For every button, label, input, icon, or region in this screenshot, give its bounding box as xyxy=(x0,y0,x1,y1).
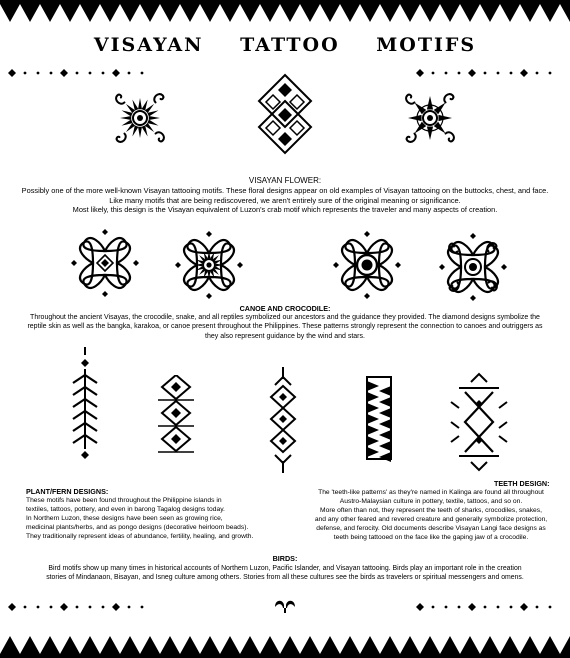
flower-star-icon xyxy=(404,92,456,144)
dotted-divider-bottom-left xyxy=(6,602,156,612)
plant-description xyxy=(26,496,296,541)
canoe-line-2: reptile skin as well as the bangka, karakoa, or canoe present throughout the Philippines. These patterns strongly represent the connection to canoes and outriggers as xyxy=(27,323,543,331)
arrow-column-motif xyxy=(262,365,304,475)
visayan-flower-motif-2 xyxy=(390,78,470,158)
bottom-zigzag-border xyxy=(0,634,570,658)
teeth-description xyxy=(300,488,562,542)
page-title: VISAYAN TATTOO MOTIFS xyxy=(93,34,477,56)
diamond-lattice-icon xyxy=(247,75,323,153)
fern-motif xyxy=(60,345,110,470)
teeth-column-icon xyxy=(367,377,391,462)
heart-sun-motif xyxy=(172,228,246,302)
teeth-line-4: and any other feared and revered creature and generally symbolize protection, xyxy=(314,516,548,523)
bird-ornament-icon xyxy=(273,596,297,614)
diamond-column-icon xyxy=(158,375,194,452)
teeth-heading: TEETH DESIGN: xyxy=(494,479,550,488)
flower-line-2: Like many motifs that are being rediscovered, we aren't entirely sure of the original meaning or significance. xyxy=(109,195,461,205)
flower-star-icon xyxy=(114,92,166,144)
circle-flower-motif-1 xyxy=(330,228,404,302)
birds-line-2: stories of Mindanaon, Bisayan, and Isneg culture among others. Stories from all these cultures see the birds as travelers or spiritual messengers and omens. xyxy=(46,574,524,582)
fern-icon xyxy=(73,347,97,469)
heart-flower-motif-1 xyxy=(70,228,140,298)
plant-line-1: These motifs have been found throughout the Philippine islands in xyxy=(26,497,222,504)
x-column-icon xyxy=(451,374,507,470)
birds-heading: BIRDS: xyxy=(272,554,298,563)
circle-flower-motif-2 xyxy=(436,230,510,304)
plant-line-4: medicinal plants/herbs, and as pongo designs (decorative heirloom beads). xyxy=(26,524,249,531)
plant-line-5: They traditionally represent ideas of abundance, fertility, healing, and growth. xyxy=(26,533,254,540)
canoe-description xyxy=(8,313,562,341)
dotted-divider-right xyxy=(414,68,564,78)
diamond-lattice-motif xyxy=(247,68,323,158)
canoe-line-1: Throughout the ancient Visayas, the crocodile, snake, and all reptiles symbolized our ancestors and the guidance they provided. The diamond designs symbolize the xyxy=(30,314,540,321)
canoe-line-3: they also represent guidance by the wind and stars. xyxy=(205,332,365,340)
x-column-motif xyxy=(448,372,510,472)
birds-line-1: Bird motifs show up many times in historical accounts of Northern Luzon, Pacific Islander, and Visayan tattooing. Birds play an important role in the creation xyxy=(48,565,522,572)
diamond-column-motif-1 xyxy=(155,375,197,465)
teeth-line-5: defense, and ferocity. Old documents describe Visayan Langi face designs as xyxy=(316,525,546,532)
birds-description xyxy=(8,564,562,583)
canoe-heading: CANOE AND CROCODILE: xyxy=(239,304,331,313)
arrow-column-icon xyxy=(271,367,295,473)
plant-heading: PLANT/FERN DESIGNS: xyxy=(26,487,109,496)
visayan-flower-motif-1 xyxy=(100,78,180,158)
flower-line-3: Most likely, this design is the Visayan equivalent of Luzon's crab motif which represents the traveler and many aspects of creation. xyxy=(72,205,498,215)
teeth-line-3: More often than not, they represent the teeth of sharks, crocodiles, snakes, xyxy=(320,507,542,514)
plant-line-3: In Northern Luzon, these designs have been seen as growing rice, xyxy=(26,515,223,522)
teeth-line-2: Austro-Malaysian culture in pottery, textile, tattoos, and so on. xyxy=(339,498,523,505)
plant-line-2: textiles, tattoos, pottery, and even in barong Tagalog designs today. xyxy=(26,506,225,513)
teeth-column-motif xyxy=(358,375,400,465)
top-zigzag-border xyxy=(0,0,570,24)
dotted-divider-bottom-right xyxy=(414,602,564,612)
flower-heading: VISAYAN FLOWER: xyxy=(248,176,322,185)
teeth-line-6: teeth being tattooed on the face like the gaping jaw of a crocodile. xyxy=(333,534,529,541)
flower-description xyxy=(8,186,562,215)
teeth-line-1: The 'teeth-like patterns' as they're named in Kalinga are found all throughout xyxy=(318,489,544,496)
dotted-divider-left xyxy=(6,68,156,78)
flower-line-1: Possibly one of the more well-known Visayan tattooing motifs. These floral designs appear on old examples of Visayan tattooing on the buttocks, chest, and face. xyxy=(21,186,549,195)
